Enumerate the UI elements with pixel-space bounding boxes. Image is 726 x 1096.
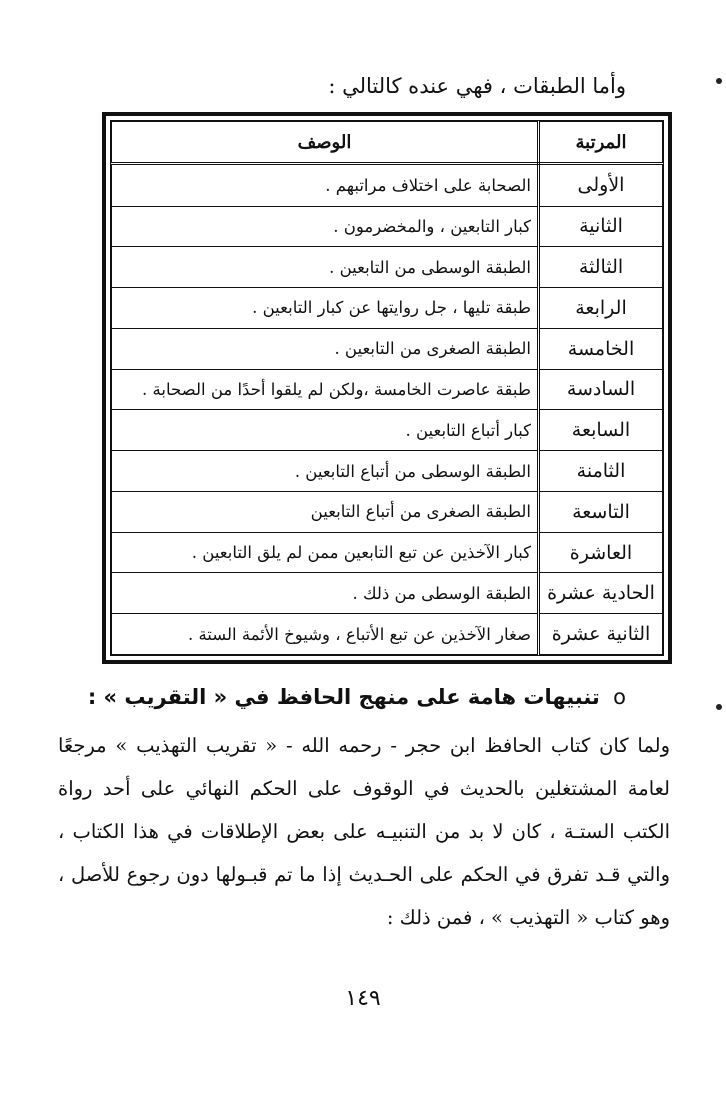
description-cell: طبقة تليها ، جل روايتها عن كبار التابعين . bbox=[112, 288, 539, 329]
description-cell: كبار الآخذين عن تبع التابعين ممن لم يلق التابعين . bbox=[112, 532, 539, 573]
generations-table-frame bbox=[102, 112, 672, 664]
description-cell: كبار التابعين ، والمخضرمون . bbox=[112, 206, 539, 247]
description-cell: الطبقة الوسطى من أتباع التابعين . bbox=[112, 451, 539, 492]
rank-cell: الرابعة bbox=[539, 288, 663, 329]
section-heading bbox=[66, 680, 626, 714]
rank-cell: الثانية عشرة bbox=[539, 614, 663, 655]
circle-bullet-icon: o bbox=[613, 685, 626, 709]
table-row bbox=[112, 164, 663, 207]
rank-cell: الحادية عشرة bbox=[539, 573, 663, 614]
rank-cell: الثامنة bbox=[539, 451, 663, 492]
rank-cell: السابعة bbox=[539, 410, 663, 451]
description-cell: الطبقة الصغرى من أتباع التابعين bbox=[112, 491, 539, 532]
table-header-row bbox=[112, 122, 663, 164]
table-row bbox=[112, 491, 663, 532]
rank-cell: الخامسة bbox=[539, 328, 663, 369]
rank-column-header: المرتبة bbox=[539, 122, 663, 164]
table-row bbox=[112, 369, 663, 410]
body-paragraph: ولما كان كتاب الحافظ ابن حجر - رحمه الله - « تقريب التهذيب » مرجعًا لعامة المشتغلين بالحديث في الوقوف على الحكم النهائي على أحد رواة الكتب الستـة ، كان لا بد من التنبيـه على بعض الإطلاقات في هذا الكتاب ، والتي قـد تفرق في الحكم على الحـديث إذا ما تم قبـولها دون رجوع للأصل ، وهو كتاب « التهذيب » ، فمن ذلك : bbox=[58, 734, 670, 929]
section-heading-text: تنبيهات هامة على منهج الحافظ في « التقريب » : bbox=[87, 685, 600, 709]
table-row bbox=[112, 247, 663, 288]
description-cell: الصحابة على اختلاف مراتبهم . bbox=[112, 164, 539, 207]
table-row bbox=[112, 206, 663, 247]
margin-mark bbox=[716, 78, 722, 84]
description-cell: طبقة عاصرت الخامسة ،ولكن لم يلقوا أحدًا من الصحابة . bbox=[112, 369, 539, 410]
rank-cell: الثالثة bbox=[539, 247, 663, 288]
margin-mark bbox=[716, 704, 722, 710]
rank-cell: السادسة bbox=[539, 369, 663, 410]
rank-cell: العاشرة bbox=[539, 532, 663, 573]
table-body bbox=[112, 164, 663, 655]
rank-cell: الأولى bbox=[539, 164, 663, 207]
generations-table bbox=[111, 121, 663, 655]
description-column-header: الوصف bbox=[112, 122, 539, 164]
table-row bbox=[112, 614, 663, 655]
table-row bbox=[112, 451, 663, 492]
table-row bbox=[112, 410, 663, 451]
description-cell: الطبقة الصغرى من التابعين . bbox=[112, 328, 539, 369]
intro-line: وأما الطبقات ، فهي عنده كالتالي : bbox=[328, 74, 626, 98]
description-cell: كبار أتباع التابعين . bbox=[112, 410, 539, 451]
page-number: ١٤٩ bbox=[345, 986, 381, 1011]
description-cell: الطبقة الوسطى من التابعين . bbox=[112, 247, 539, 288]
description-cell: صغار الآخذين عن تبع الأتباع ، وشيوخ الأئمة الستة . bbox=[112, 614, 539, 655]
description-cell: الطبقة الوسطى من ذلك . bbox=[112, 573, 539, 614]
rank-cell: الثانية bbox=[539, 206, 663, 247]
rank-cell: التاسعة bbox=[539, 491, 663, 532]
table-row bbox=[112, 573, 663, 614]
table-row bbox=[112, 288, 663, 329]
table-row bbox=[112, 328, 663, 369]
table-row bbox=[112, 532, 663, 573]
